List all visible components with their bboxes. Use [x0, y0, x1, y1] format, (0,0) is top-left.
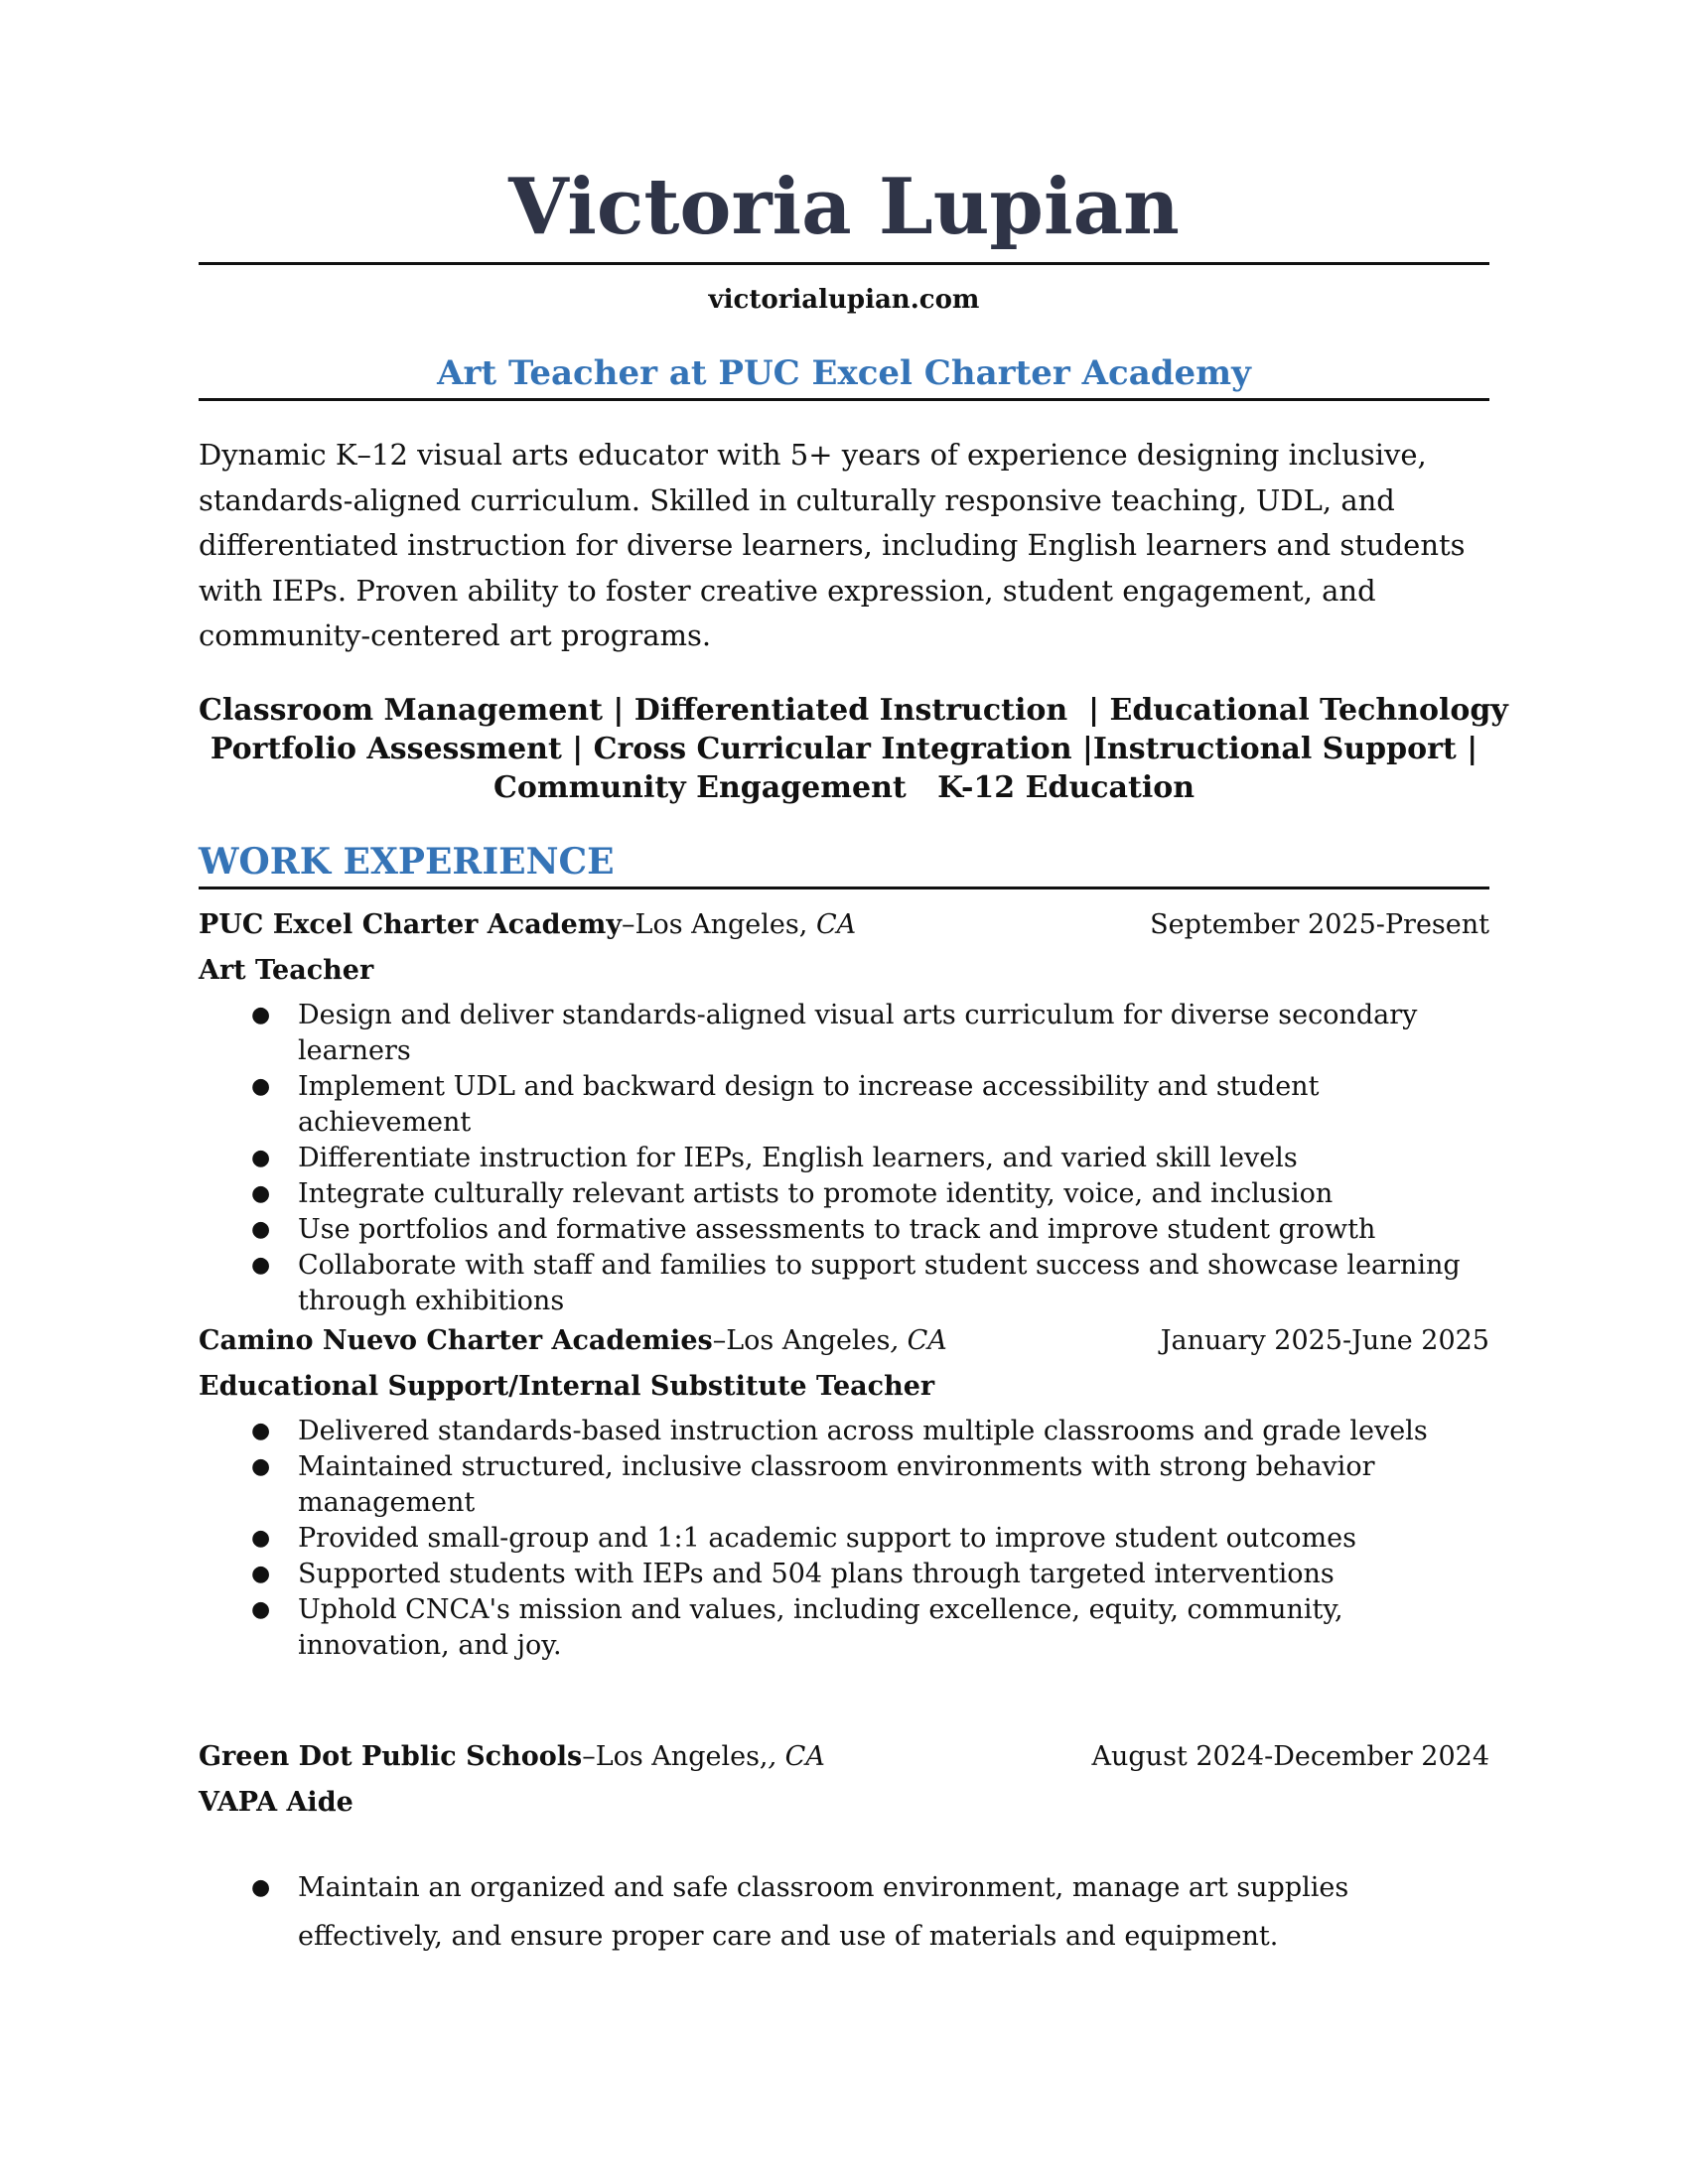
headline-divider [199, 398, 1489, 401]
bullet-icon: ● [251, 1526, 271, 1551]
job-location: –Los Angeles, [622, 909, 816, 940]
list-item: ● Integrate culturally relevant artists to promote identity, voice, and inclusion [199, 1176, 1489, 1212]
job-bullets [199, 1863, 1489, 1961]
job-role: VAPA Aide [199, 1787, 353, 1818]
skills-line-3: Community Engagement K-12 Education [492, 770, 1196, 805]
list-item: ● Collaborate with staff and families to support student success and showcase learning through exhibitions [251, 1250, 1461, 1316]
job-state: CA [815, 909, 857, 940]
job-header [199, 1738, 1489, 1776]
section-divider [199, 887, 1489, 889]
job-header [199, 906, 1489, 944]
list-item: ● Design and deliver standards-aligned visual arts curriculum for diverse secondary learners [251, 1000, 1418, 1066]
skills-line-2: Portfolio Assessment | Cross Curricular Integration |Instructional Support | [210, 732, 1478, 766]
job-company: Green Dot Public Schools [199, 1741, 583, 1772]
job-company: PUC Excel Charter Academy [199, 909, 623, 940]
list-item: ● Implement UDL and backward design to increase accessibility and student achievement [251, 1071, 1320, 1138]
bullet-icon: ● [251, 1146, 271, 1170]
list-item: ● Supported students with IEPs and 504 plans through targeted interventions [199, 1557, 1489, 1592]
headline: Art Teacher at PUC Excel Charter Academy [437, 353, 1251, 393]
job-role: Educational Support/Internal Substitute Teacher [199, 1371, 935, 1402]
job-dates: September 2025-Present [1150, 909, 1489, 940]
name-divider [199, 262, 1489, 265]
job-state: , CA [768, 1741, 825, 1772]
job-state: , CA [890, 1325, 947, 1356]
job-company: Camino Nuevo Charter Academies [199, 1325, 713, 1356]
bullet-icon: ● [251, 1562, 271, 1586]
candidate-name: Victoria Lupian [508, 162, 1180, 252]
bullet-icon: ● [251, 1003, 271, 1027]
bullet-icon: ● [251, 1875, 271, 1900]
job-bullets [199, 1414, 1489, 1664]
bullet-icon: ● [251, 1597, 271, 1622]
bullet-icon: ● [251, 1217, 271, 1242]
job-location: –Los Angeles, [582, 1741, 769, 1772]
list-item: ● Delivered standards-based instruction across multiple classrooms and grade levels [199, 1414, 1489, 1449]
bullet-icon: ● [251, 1454, 271, 1479]
website-link[interactable]: victorialupian.com [708, 285, 980, 315]
section-title-work-experience: WORK EXPERIENCE [199, 841, 615, 883]
bullet-icon: ● [251, 1253, 271, 1278]
job-dates: January 2025-June 2025 [1160, 1325, 1489, 1356]
skills-line-1: Classroom Management | Differentiated Instruction | Educational Technology [199, 693, 1508, 728]
list-item: ● Maintained structured, inclusive classroom environments with strong behavior management [251, 1451, 1375, 1518]
bullet-icon: ● [251, 1181, 271, 1206]
job-dates: August 2024-December 2024 [1091, 1741, 1489, 1772]
skills-block [199, 691, 1508, 807]
list-item: ● Provided small-group and 1:1 academic support to improve student outcomes [199, 1521, 1489, 1557]
job-location: –Los Angeles [712, 1325, 891, 1356]
list-item: ● Differentiate instruction for IEPs, English learners, and varied skill levels [199, 1141, 1489, 1176]
job-bullets [199, 998, 1489, 1319]
summary-paragraph: Dynamic K–12 visual arts educator with 5+ years of experience designing inclusive, standards-aligned curriculum. Skilled in culturally responsive teaching, UDL, and differentiated instruction for diverse learners, including English learners and students with IEPs. Proven ability to foster creative expression, student engagement, and community-centered art programs. [199, 438, 1466, 652]
list-item: ● Maintain an organized and safe classroom environment, manage art supplies effectively, and ensure proper care and use of materials and equipment. [199, 1863, 1489, 1961]
list-item: ● Uphold CNCA's mission and values, including excellence, equity, community, innovation, and joy. [251, 1594, 1343, 1661]
list-item: ● Use portfolios and formative assessments to track and improve student growth [199, 1212, 1489, 1248]
job-entry [199, 1322, 1489, 1664]
job-entry [199, 1738, 1489, 1961]
job-header [199, 1322, 1489, 1360]
bullet-icon: ● [251, 1419, 271, 1443]
bullet-icon: ● [251, 1074, 271, 1099]
job-role: Art Teacher [199, 955, 374, 986]
job-entry [199, 906, 1489, 1319]
